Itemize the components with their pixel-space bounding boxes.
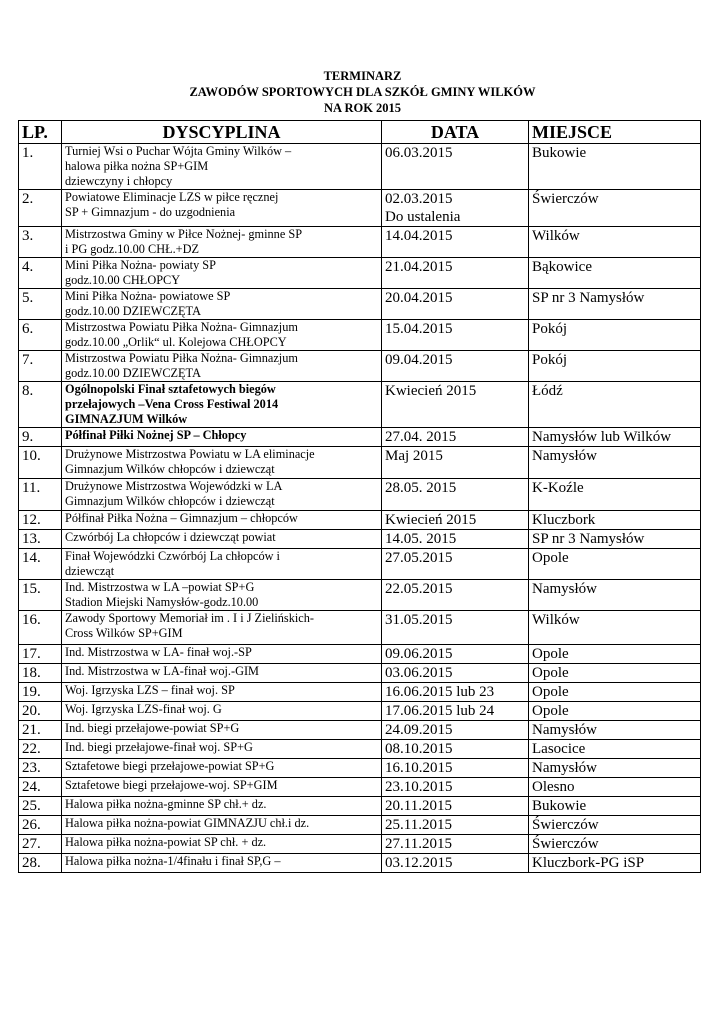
table-row (19, 759, 701, 778)
row-number: 25. (19, 797, 62, 816)
discipline-line: Zawody Sportowy Memoriał im . I i J Zielińskich- (65, 611, 314, 625)
discipline-cell (62, 611, 382, 645)
date-cell (382, 816, 529, 835)
date-line: 27.04. 2015 (385, 429, 457, 445)
date-line: 20.11.2015 (385, 798, 452, 814)
discipline-cell (62, 258, 382, 289)
table-row (19, 511, 701, 530)
table-row (19, 428, 701, 447)
discipline-line: Drużynowe Mistrzostwa Powiatu w LA eliminacje (65, 447, 315, 461)
place-cell: Opole (529, 549, 701, 580)
discipline-line: Mini Piłka Nożna- powiatowe SP (65, 289, 231, 303)
discipline-cell (62, 530, 382, 549)
table-row (19, 530, 701, 549)
place-cell: Bukowie (529, 144, 701, 190)
date-cell (382, 258, 529, 289)
discipline-cell (62, 740, 382, 759)
date-cell (382, 144, 529, 190)
discipline-line: Półfinał Piłki Nożnej SP – Chłopcy (65, 428, 247, 442)
discipline-line: i PG godz.10.00 CHŁ.+DZ (65, 242, 199, 256)
table-row (19, 549, 701, 580)
table-row (19, 289, 701, 320)
discipline-line: Woj. Igrzyska LZS-finał woj. G (65, 702, 222, 716)
date-cell (382, 479, 529, 511)
row-number: 28. (19, 854, 62, 873)
place-cell: Wilków (529, 227, 701, 258)
date-line: 16.06.2015 lub 23 (385, 684, 495, 700)
discipline-line: Halowa piłka nożna-powiat SP chł. + dz. (65, 835, 267, 849)
row-number: 5. (19, 289, 62, 320)
date-line: 22.05.2015 (385, 581, 453, 597)
row-number: 11. (19, 479, 62, 511)
table-row (19, 778, 701, 797)
date-line: 20.04.2015 (385, 290, 453, 306)
discipline-line: Mistrzostwa Powiatu Piłka Nożna- Gimnazjum (65, 320, 298, 334)
discipline-line: dziewczyny i chłopcy (65, 174, 173, 188)
document-title (0, 68, 725, 116)
date-cell (382, 854, 529, 873)
date-line: 27.05.2015 (385, 550, 453, 566)
discipline-cell (62, 227, 382, 258)
discipline-line: Ind. biegi przełajowe-powiat SP+G (65, 721, 240, 735)
discipline-line: godz.10.00 DZIEWCZĘTA (65, 366, 201, 380)
table-row (19, 683, 701, 702)
row-number: 23. (19, 759, 62, 778)
date-line: 31.05.2015 (385, 612, 453, 628)
date-cell (382, 549, 529, 580)
date-cell (382, 580, 529, 611)
place-cell: Pokój (529, 351, 701, 382)
place-cell: Namysłów (529, 447, 701, 479)
date-cell (382, 351, 529, 382)
date-cell (382, 289, 529, 320)
row-number: 8. (19, 382, 62, 428)
row-number: 21. (19, 721, 62, 740)
discipline-line: Halowa piłka nożna-gminne SP chł.+ dz. (65, 797, 267, 811)
discipline-line: Gimnazjum Wilków chłopców i dziewcząt (65, 494, 275, 508)
date-cell (382, 511, 529, 530)
discipline-line: godz.10.00 „Orlik“ ul. Kolejowa CHŁOPCY (65, 335, 287, 349)
discipline-line: GIMNAZJUM Wilków (65, 412, 188, 426)
row-number: 6. (19, 320, 62, 351)
date-line: 08.10.2015 (385, 741, 453, 757)
discipline-line: dziewcząt (65, 564, 115, 578)
date-line: 03.06.2015 (385, 665, 453, 681)
table-row (19, 320, 701, 351)
place-cell: Pokój (529, 320, 701, 351)
date-cell (382, 320, 529, 351)
table-row (19, 816, 701, 835)
date-line: 06.03.2015 (385, 145, 453, 161)
row-number: 19. (19, 683, 62, 702)
date-line: 24.09.2015 (385, 722, 453, 738)
date-line: 14.05. 2015 (385, 531, 457, 547)
discipline-cell (62, 289, 382, 320)
date-cell (382, 428, 529, 447)
date-line: 14.04.2015 (385, 228, 453, 244)
discipline-cell (62, 428, 382, 447)
discipline-line: Ind. Mistrzostwa w LA-finał woj.-GIM (65, 664, 259, 678)
date-cell (382, 797, 529, 816)
discipline-cell (62, 664, 382, 683)
table-row (19, 835, 701, 854)
discipline-cell (62, 797, 382, 816)
date-line: Maj 2015 (385, 448, 443, 464)
schedule-table (18, 120, 701, 873)
date-line: 27.11.2015 (385, 836, 452, 852)
table-row (19, 479, 701, 511)
date-cell (382, 835, 529, 854)
table-row (19, 645, 701, 664)
discipline-line: Finał Wojewódzki Czwórbój La chłopców i (65, 549, 280, 563)
place-cell: Opole (529, 702, 701, 721)
discipline-line: Mistrzostwa Powiatu Piłka Nożna- Gimnazjum (65, 351, 298, 365)
date-cell (382, 645, 529, 664)
date-line: 16.10.2015 (385, 760, 453, 776)
date-line: 09.04.2015 (385, 352, 453, 368)
table-body (19, 144, 701, 873)
discipline-cell (62, 320, 382, 351)
discipline-cell (62, 511, 382, 530)
discipline-cell (62, 447, 382, 479)
discipline-line: Ind. biegi przełajowe-finał woj. SP+G (65, 740, 253, 754)
discipline-line: Ind. Mistrzostwa w LA- finał woj.-SP (65, 645, 252, 659)
discipline-line: Powiatowe Eliminacje LZS w piłce ręcznej (65, 190, 279, 204)
discipline-line: Halowa piłka nożna-1/4finału i finał SP,G – (65, 854, 281, 868)
row-number: 22. (19, 740, 62, 759)
discipline-line: Drużynowe Mistrzostwa Wojewódzki w LA (65, 479, 283, 493)
discipline-cell (62, 759, 382, 778)
discipline-cell (62, 144, 382, 190)
discipline-line: Mini Piłka Nożna- powiaty SP (65, 258, 216, 272)
discipline-cell (62, 479, 382, 511)
date-cell (382, 530, 529, 549)
table-row (19, 797, 701, 816)
date-line: 15.04.2015 (385, 321, 453, 337)
date-cell (382, 721, 529, 740)
row-number: 15. (19, 580, 62, 611)
discipline-line: halowa piłka nożna SP+GIM (65, 159, 209, 173)
row-number: 10. (19, 447, 62, 479)
header-discipline: DYSCYPLINA (62, 121, 382, 144)
header-place: MIEJSCE (529, 121, 701, 144)
place-cell: Namysłów (529, 759, 701, 778)
table-row (19, 447, 701, 479)
date-line: 23.10.2015 (385, 779, 453, 795)
discipline-line: SP + Gimnazjum - do uzgodnienia (65, 205, 236, 219)
discipline-cell (62, 721, 382, 740)
discipline-cell (62, 580, 382, 611)
place-cell: Opole (529, 683, 701, 702)
discipline-line: Mistrzostwa Gminy w Piłce Nożnej- gminne SP (65, 227, 303, 241)
table-row (19, 854, 701, 873)
row-number: 3. (19, 227, 62, 258)
place-cell: Bąkowice (529, 258, 701, 289)
date-cell (382, 382, 529, 428)
row-number: 1. (19, 144, 62, 190)
row-number: 20. (19, 702, 62, 721)
table-header-row (19, 121, 701, 144)
row-number: 13. (19, 530, 62, 549)
place-cell: Olesno (529, 778, 701, 797)
date-line: 25.11.2015 (385, 817, 452, 833)
row-number: 26. (19, 816, 62, 835)
table-row (19, 721, 701, 740)
date-line: Do ustalenia (385, 209, 461, 225)
place-cell: Namysłów (529, 721, 701, 740)
table-row (19, 227, 701, 258)
date-line: Kwiecień 2015 (385, 383, 477, 399)
place-cell: Namysłów lub Wilków (529, 428, 701, 447)
date-line: 17.06.2015 lub 24 (385, 703, 495, 719)
header-lp: LP. (19, 121, 62, 144)
table-row (19, 258, 701, 289)
discipline-line: Gimnazjum Wilków chłopców i dziewcząt (65, 462, 275, 476)
date-cell (382, 683, 529, 702)
table-row (19, 664, 701, 683)
place-cell: Świerczów (529, 835, 701, 854)
row-number: 16. (19, 611, 62, 645)
place-cell: Namysłów (529, 580, 701, 611)
date-cell (382, 759, 529, 778)
place-cell: SP nr 3 Namysłów (529, 289, 701, 320)
table-row (19, 190, 701, 227)
date-cell (382, 447, 529, 479)
header-date: DATA (382, 121, 529, 144)
date-line: 03.12.2015 (385, 855, 453, 871)
title-line-3: NA ROK 2015 (323, 101, 402, 115)
place-cell: Lasocice (529, 740, 701, 759)
discipline-line: Czwórbój La chłopców i dziewcząt powiat (65, 530, 276, 544)
row-number: 17. (19, 645, 62, 664)
row-number: 18. (19, 664, 62, 683)
discipline-cell (62, 351, 382, 382)
row-number: 12. (19, 511, 62, 530)
date-cell (382, 702, 529, 721)
discipline-line: Woj. Igrzyska LZS – finał woj. SP (65, 683, 235, 697)
place-cell: K-Koźle (529, 479, 701, 511)
date-line: Kwiecień 2015 (385, 512, 477, 528)
discipline-line: Sztafetowe biegi przełajowe-woj. SP+GIM (65, 778, 278, 792)
date-line: 02.03.2015 (385, 191, 453, 207)
table-row (19, 740, 701, 759)
row-number: 14. (19, 549, 62, 580)
place-cell: SP nr 3 Namysłów (529, 530, 701, 549)
place-cell: Opole (529, 645, 701, 664)
discipline-line: godz.10.00 CHŁOPCY (65, 273, 181, 287)
table-row (19, 351, 701, 382)
discipline-line: Półfinał Piłka Nożna – Gimnazjum – chłopców (65, 511, 298, 525)
date-cell (382, 227, 529, 258)
table-row (19, 580, 701, 611)
place-cell: Kluczbork-PG iSP (529, 854, 701, 873)
discipline-cell (62, 702, 382, 721)
place-cell: Bukowie (529, 797, 701, 816)
date-cell (382, 664, 529, 683)
date-cell (382, 778, 529, 797)
table-row (19, 382, 701, 428)
discipline-cell (62, 645, 382, 664)
title-line-2: ZAWODÓW SPORTOWYCH DLA SZKÓŁ GMINY WILKÓW (189, 85, 536, 99)
discipline-cell (62, 778, 382, 797)
date-line: 09.06.2015 (385, 646, 453, 662)
place-cell: Wilków (529, 611, 701, 645)
place-cell: Opole (529, 664, 701, 683)
discipline-cell (62, 549, 382, 580)
row-number: 24. (19, 778, 62, 797)
row-number: 2. (19, 190, 62, 227)
discipline-line: przełajowych –Vena Cross Festiwal 2014 (65, 397, 279, 411)
date-cell (382, 190, 529, 227)
discipline-cell (62, 190, 382, 227)
row-number: 27. (19, 835, 62, 854)
date-cell (382, 740, 529, 759)
table-row (19, 611, 701, 645)
discipline-line: Halowa piłka nożna-powiat GIMNAZJU chł.i dz. (65, 816, 310, 830)
discipline-cell (62, 854, 382, 873)
row-number: 9. (19, 428, 62, 447)
place-cell: Łódź (529, 382, 701, 428)
discipline-line: Sztafetowe biegi przełajowe-powiat SP+G (65, 759, 275, 773)
discipline-cell (62, 835, 382, 854)
row-number: 4. (19, 258, 62, 289)
discipline-cell (62, 382, 382, 428)
place-cell: Świerczów (529, 816, 701, 835)
discipline-line: Stadion Miejski Namysłów-godz.10.00 (65, 595, 259, 609)
place-cell: Kluczbork (529, 511, 701, 530)
discipline-cell (62, 683, 382, 702)
discipline-line: Ind. Mistrzostwa w LA –powiat SP+G (65, 580, 255, 594)
place-cell: Świerczów (529, 190, 701, 227)
discipline-line: Ogólnopolski Finał sztafetowych biegów (65, 382, 276, 396)
table-row (19, 144, 701, 190)
date-line: 21.04.2015 (385, 259, 453, 275)
discipline-line: Turniej Wsi o Puchar Wójta Gminy Wilków – (65, 144, 292, 158)
title-line-1: TERMINARZ (323, 69, 402, 83)
discipline-line: Cross Wilków SP+GIM (65, 626, 183, 640)
table-row (19, 702, 701, 721)
date-cell (382, 611, 529, 645)
date-line: 28.05. 2015 (385, 480, 457, 496)
row-number: 7. (19, 351, 62, 382)
discipline-cell (62, 816, 382, 835)
discipline-line: godz.10.00 DZIEWCZĘTA (65, 304, 201, 318)
